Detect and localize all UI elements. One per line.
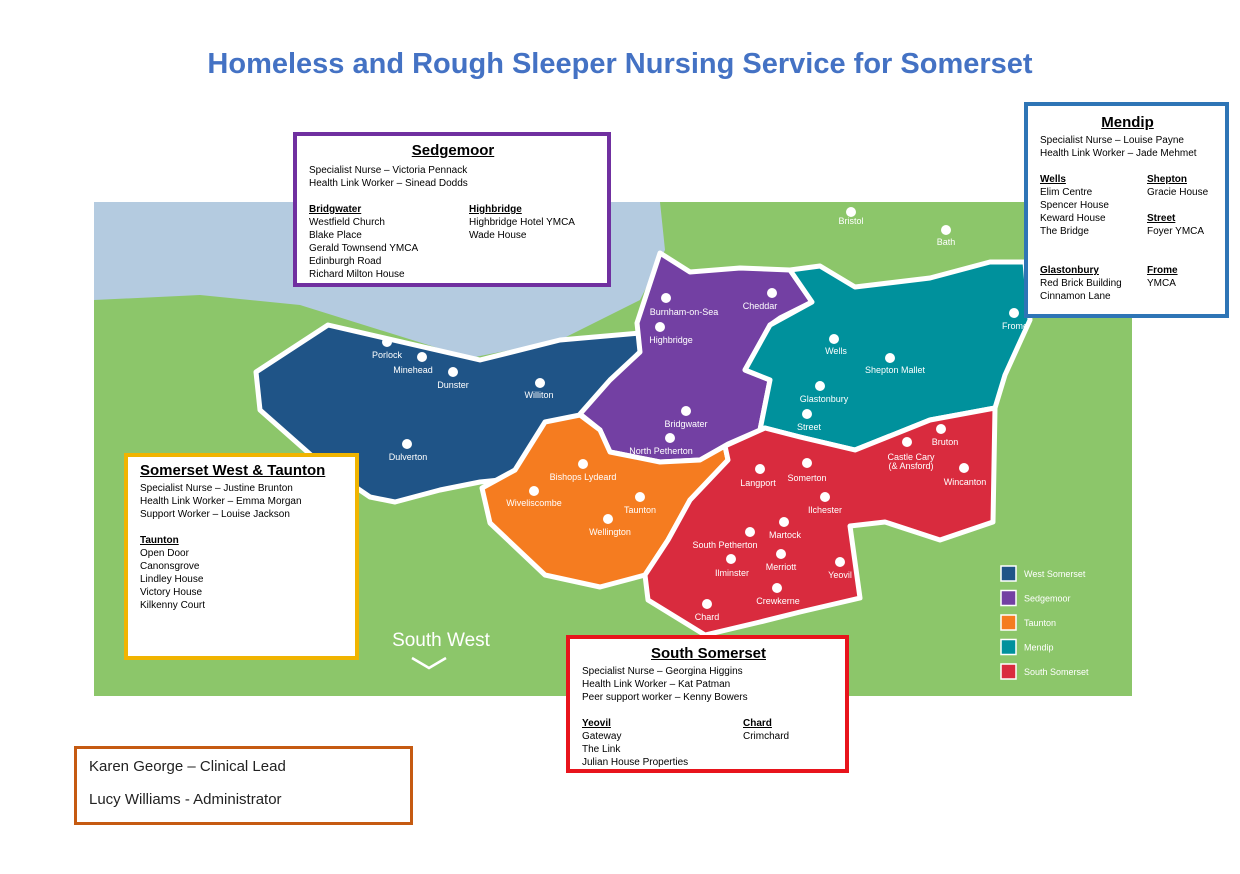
sedgemoor-item: Blake Place <box>309 230 362 241</box>
mendip-item: The Bridge <box>1040 226 1089 237</box>
swt-item: Lindley House <box>140 574 204 585</box>
town-marker-williton <box>535 378 545 388</box>
label-frome: Frome <box>1001 321 1029 331</box>
town-marker-dunster <box>448 367 458 377</box>
label-martock: Martock <box>768 530 802 540</box>
mendip-street-head: Street <box>1147 213 1176 224</box>
label-street: Street <box>796 422 822 432</box>
label-highbridge: Highbridge <box>649 335 693 345</box>
town-marker-minehead <box>417 352 427 362</box>
town-marker-north_petherton <box>665 433 675 443</box>
staff-box <box>74 746 413 825</box>
town-marker-castle_cary <box>902 437 912 447</box>
south-col2-head: Chard <box>743 718 772 729</box>
sedgemoor-link-worker: Health Link Worker – Sinead Dodds <box>309 178 468 189</box>
swt-item: Open Door <box>140 548 189 559</box>
town-marker-bath <box>941 225 951 235</box>
mendip-box <box>1024 102 1229 318</box>
mendip-nurse: Specialist Nurse – Louise Payne <box>1040 135 1184 146</box>
town-marker-dulverton <box>402 439 412 449</box>
legend-label: Sedgemoor <box>1024 593 1071 604</box>
town-marker-burnham <box>661 293 671 303</box>
sedgemoor-col2-head: Highbridge <box>469 204 522 215</box>
town-marker-martock <box>779 517 789 527</box>
legend-swatch <box>1001 615 1016 630</box>
legend-label: West Somerset <box>1024 569 1086 579</box>
mendip-item: Keward House <box>1040 213 1106 224</box>
label-bridgwater: Bridgwater <box>664 419 708 429</box>
swt-nurse: Specialist Nurse – Justine Brunton <box>140 483 293 494</box>
label-cheddar: Cheddar <box>742 301 778 311</box>
south-nurse: Specialist Nurse – Georgina Higgins <box>582 666 743 677</box>
legend-label: Taunton <box>1024 618 1057 628</box>
label-bath: Bath <box>936 237 956 247</box>
label-porlock: Porlock <box>371 350 403 360</box>
label-minehead: Minehead <box>393 365 433 375</box>
mendip-heading: Mendip <box>1101 114 1154 131</box>
label-williton: Williton <box>524 390 554 400</box>
town-marker-yeovil <box>835 557 845 567</box>
mendip-item: Elim Centre <box>1040 187 1093 198</box>
mendip-item: Red Brick Building <box>1040 278 1122 289</box>
clinical-lead: Karen George – Clinical Lead <box>89 758 286 775</box>
label-taunton: Taunton <box>623 505 657 515</box>
administrator: Lucy Williams - Administrator <box>89 791 282 808</box>
mendip-wells-head: Wells <box>1040 174 1066 185</box>
town-marker-wincanton <box>959 463 969 473</box>
label-dunster: Dunster <box>437 380 469 390</box>
swt-link-worker: Health Link Worker – Emma Morgan <box>140 496 302 507</box>
label-wellington: Wellington <box>589 527 631 537</box>
swt-box <box>124 453 359 660</box>
town-marker-bruton <box>936 424 946 434</box>
swt-item: Victory House <box>140 587 203 598</box>
label-ilchester: Ilchester <box>807 505 843 515</box>
legend-label: South Somerset <box>1024 667 1089 677</box>
label-wells: Wells <box>825 346 847 356</box>
mendip-item: Foyer YMCA <box>1147 226 1205 237</box>
label-bristol: Bristol <box>838 216 864 226</box>
south-col1-head: Yeovil <box>582 718 611 729</box>
south-link-worker: Health Link Worker – Kat Patman <box>582 679 731 690</box>
sedgemoor-item: Highbridge Hotel YMCA <box>469 217 575 228</box>
label-south-petherton: South Petherton <box>692 540 758 550</box>
legend-swatch <box>1001 664 1016 679</box>
sedgemoor-item: Westfield Church <box>309 217 385 228</box>
south-item: Gateway <box>582 731 622 742</box>
legend-swatch <box>1001 566 1016 581</box>
label-castle-cary: Castle Cary <box>887 452 935 462</box>
label-yeovil: Yeovil <box>828 570 852 580</box>
sedgemoor-item: Edinburgh Road <box>309 256 382 267</box>
label-shepton-mallet: Shepton Mallet <box>864 365 926 375</box>
sedgemoor-item: Gerald Townsend YMCA <box>309 243 419 254</box>
sedgemoor-nurse: Specialist Nurse – Victoria Pennack <box>309 165 468 176</box>
south-somerset-box <box>566 635 849 773</box>
town-marker-ilchester <box>820 492 830 502</box>
label-ansford: (& Ansford) <box>888 461 934 471</box>
town-marker-south_petherton <box>745 527 755 537</box>
legend-label: Mendip <box>1024 642 1054 653</box>
swt-item: Canonsgrove <box>140 561 200 572</box>
town-marker-wiveliscombe <box>529 486 539 496</box>
legend-swatch <box>1001 591 1016 606</box>
label-ilminster: Ilminster <box>714 568 750 578</box>
mendip-link-worker: Health Link Worker – Jade Mehmet <box>1040 148 1197 159</box>
town-marker-somerton <box>802 458 812 468</box>
mendip-item: Cinnamon Lane <box>1040 291 1111 302</box>
label-dulverton: Dulverton <box>388 452 428 462</box>
swt-heading: Somerset West & Taunton <box>140 462 326 479</box>
label-wiveliscombe: Wiveliscombe <box>506 498 562 508</box>
south-item: The Link <box>582 744 621 755</box>
label-burnham: Burnham-on-Sea <box>649 307 719 317</box>
town-marker-cheddar <box>767 288 777 298</box>
town-marker-wellington <box>603 514 613 524</box>
south-heading: South Somerset <box>650 645 767 662</box>
label-glastonbury: Glastonbury <box>799 394 849 404</box>
town-marker-crewkerne <box>772 583 782 593</box>
south-peer-worker: Peer support worker – Kenny Bowers <box>582 692 748 703</box>
town-marker-street <box>802 409 812 419</box>
mendip-item: Gracie House <box>1147 187 1209 198</box>
label-wincanton: Wincanton <box>943 477 987 487</box>
mendip-glastonbury-head: Glastonbury <box>1040 265 1099 276</box>
sedgemoor-col1-head: Bridgwater <box>309 204 362 215</box>
town-marker-chard <box>702 599 712 609</box>
direction-label: South West <box>392 630 490 651</box>
legend-swatch <box>1001 640 1016 655</box>
town-marker-merriott <box>776 549 786 559</box>
town-marker-bridgwater <box>681 406 691 416</box>
label-bruton: Bruton <box>931 437 959 447</box>
mendip-shepton-head: Shepton <box>1147 174 1187 185</box>
south-item: Crimchard <box>743 731 790 742</box>
town-marker-wells <box>829 334 839 344</box>
sedgemoor-item: Richard Milton House <box>309 269 405 280</box>
swt-col-head: Taunton <box>140 535 179 546</box>
mendip-frome-head: Frome <box>1147 265 1178 276</box>
label-crewkerne: Crewkerne <box>756 596 800 606</box>
sedgemoor-item: Wade House <box>469 230 527 241</box>
page-title: Homeless and Rough Sleeper Nursing Service for Somerset <box>207 48 1033 80</box>
swt-support-worker: Support Worker – Louise Jackson <box>140 509 290 520</box>
south-item: Julian House Properties <box>582 757 689 768</box>
label-merriott: Merriott <box>765 562 797 572</box>
town-marker-frome <box>1009 308 1019 318</box>
town-marker-bishops_lydeard <box>578 459 588 469</box>
label-somerton: Somerton <box>787 473 827 483</box>
mendip-item: Spencer House <box>1040 200 1109 211</box>
mendip-item: YMCA <box>1147 278 1176 289</box>
town-marker-highbridge <box>655 322 665 332</box>
label-langport: Langport <box>740 478 776 488</box>
town-marker-langport <box>755 464 765 474</box>
town-marker-porlock <box>382 337 392 347</box>
label-bishops-lydeard: Bishops Lydeard <box>549 472 617 482</box>
town-marker-shepton_mallet <box>885 353 895 363</box>
town-marker-glastonbury <box>815 381 825 391</box>
swt-item: Kilkenny Court <box>140 600 206 611</box>
sedgemoor-box <box>293 132 611 287</box>
town-marker-taunton <box>635 492 645 502</box>
label-chard: Chard <box>694 612 720 622</box>
town-marker-ilminster <box>726 554 736 564</box>
label-north-petherton: North Petherton <box>629 446 693 456</box>
sedgemoor-heading: Sedgemoor <box>411 142 495 159</box>
